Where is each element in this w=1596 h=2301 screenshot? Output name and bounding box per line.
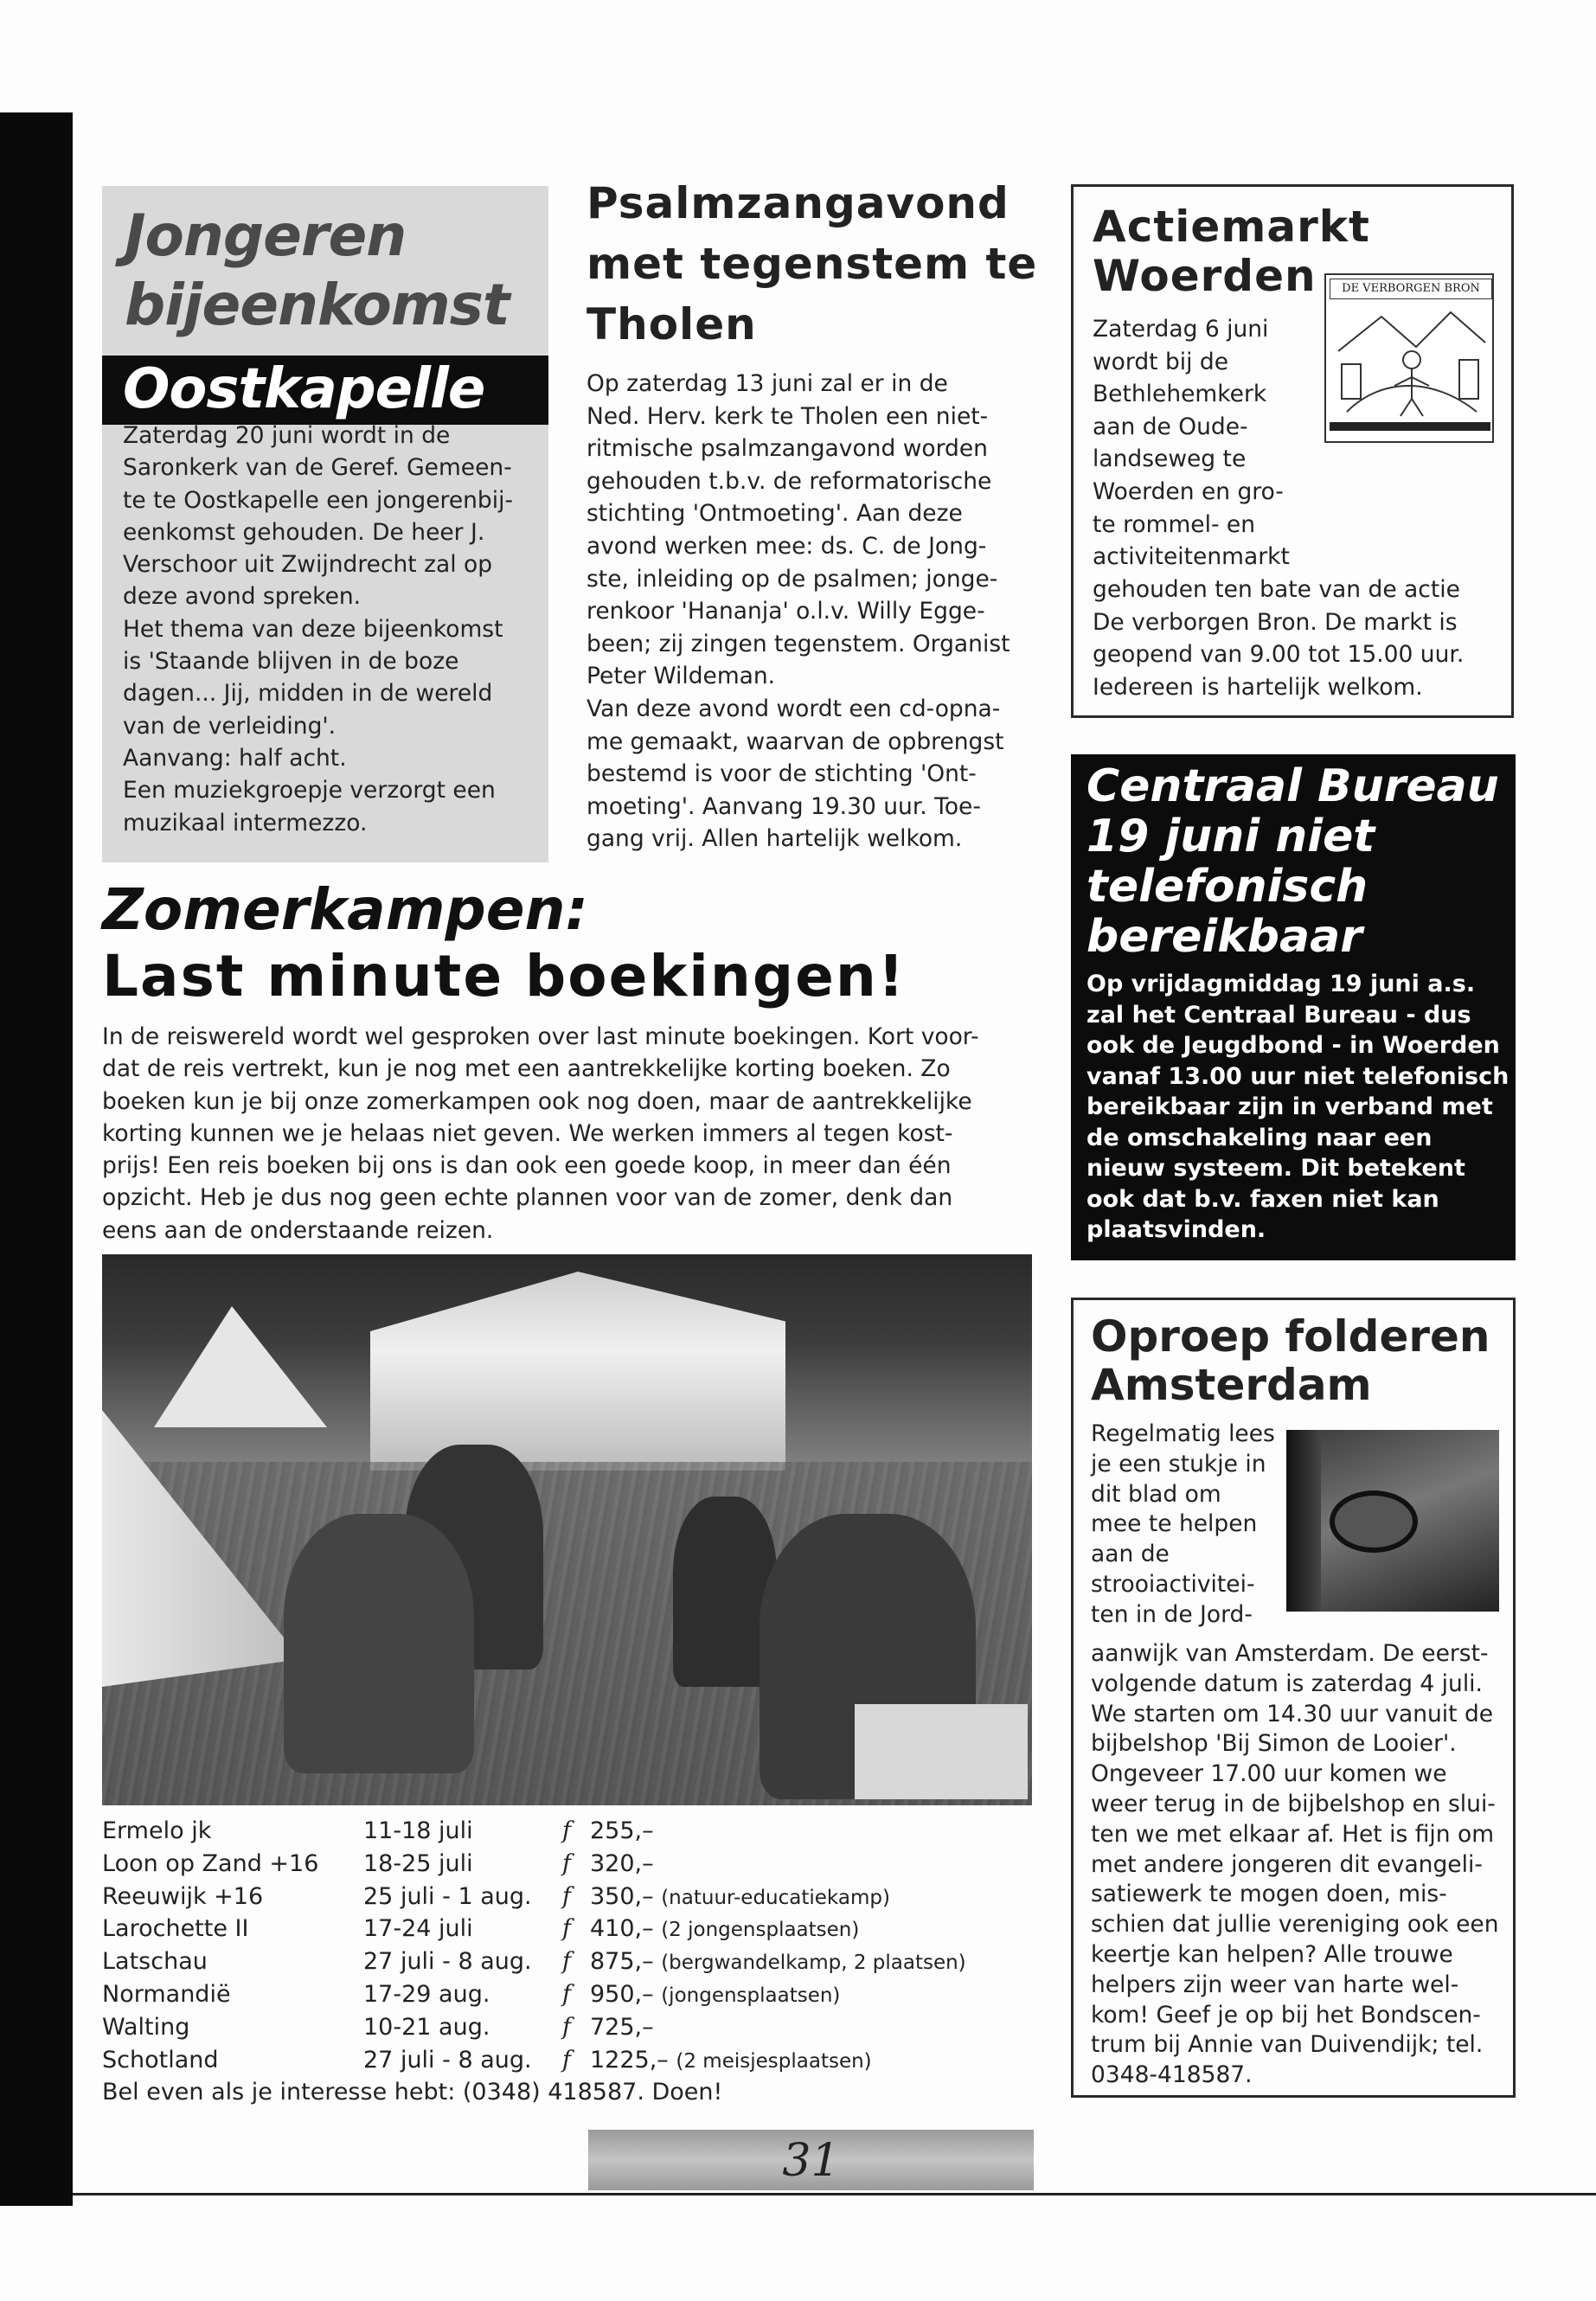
psalm-body-line: Van deze avond wordt een cd-opna-: [586, 695, 1001, 722]
jongeren-body-line: eenkomst gehouden. De heer J.: [123, 518, 485, 546]
zomerkampen-title: Zomerkampen:: [102, 876, 588, 943]
camp-currency: f: [562, 1980, 571, 2008]
oproep-body-line: dit blad om: [1091, 1480, 1221, 1508]
jongeren-body-line: te te Oostkapelle een jongerenbij-: [123, 486, 514, 514]
psalm-body-line: Op zaterdag 13 juni zal er in de: [586, 370, 948, 397]
oproep-body-line: aan de: [1091, 1541, 1170, 1568]
psalm-title-line: met tegenstem te: [586, 239, 1038, 289]
actiemarkt-body-line: wordt bij de: [1093, 348, 1229, 375]
centraal-title: [1086, 761, 1510, 962]
oproep-body-line: Regelmatig lees: [1091, 1420, 1275, 1447]
camp-place: Loon op Zand +16: [102, 1849, 319, 1877]
camp-currency: f: [562, 1915, 571, 1943]
oproep-body-line: schien dat jullie vereniging ook een: [1091, 1911, 1499, 1939]
camp-dates: 27 juli - 8 aug.: [363, 2046, 532, 2073]
article-jongeren-bijeenkomst: [102, 186, 548, 862]
psalm-body-line: bestemd is voor de stichting 'Ont-: [586, 760, 977, 788]
tent: [370, 1272, 785, 1471]
psalm-body-line: me gemaakt, waarvan de opbrengst: [586, 727, 1004, 755]
actiemarkt-body-wide: [1093, 574, 1508, 703]
logo-illustration: [1330, 299, 1490, 420]
camp-currency: f: [562, 1849, 571, 1877]
zomerkampen-intro-line: dat de reis vertrekt, kun je nog met een aantrekkelijke korting boeken. Zo: [102, 1055, 951, 1083]
oproep-body-line: 0348-418587.: [1091, 2061, 1253, 2089]
camp-note: (jongensplaatsen): [661, 1984, 841, 2007]
person: [284, 1514, 474, 1773]
camp-note: (bergwandelkamp, 2 plaatsen): [661, 1952, 966, 1975]
psalm-title: [586, 173, 1071, 355]
centraal-body-line: plaatsvinden.: [1086, 1216, 1266, 1243]
centraal-body-line: ook de Jeugdbond - in Woerden: [1086, 1032, 1500, 1059]
zomerkampen-intro: [102, 1021, 1036, 1247]
centraal-body-line: Op vrijdagmiddag 19 juni a.s.: [1086, 971, 1476, 997]
jongeren-body-line: muzikaal intermezzo.: [123, 809, 368, 836]
page-bottom-rule: [73, 2193, 1596, 2195]
camp-note: (2 jongensplaatsen): [661, 1919, 860, 1942]
camp-photo: [102, 1254, 1032, 1805]
camp-chair: [855, 1704, 1028, 1799]
oproep-body-line: Ongeveer 17.00 uur komen we: [1091, 1760, 1447, 1788]
oproep-body-line: met andere jongeren dit evangeli-: [1091, 1850, 1483, 1878]
camp-note: (2 meisjesplaatsen): [676, 2049, 872, 2073]
camp-place: Walting: [102, 2013, 190, 2041]
zomerkampen-intro-line: In de reiswereld wordt wel gesproken over last minute boekingen. Kort voor-: [102, 1023, 979, 1050]
camp-price: 410,– (2 jongensplaatsen): [590, 1915, 860, 1943]
actiemarkt-body-line: gehouden ten bate van de actie: [1093, 576, 1460, 603]
centraal-body-line: vanaf 13.00 uur niet telefonisch: [1086, 1062, 1509, 1090]
logo-text: DE VERBORGEN BRON: [1330, 279, 1492, 299]
zomerkampen-intro-line: prijs! Een reis boeken bij ons is dan ook een goede koop, in meer dan één: [102, 1152, 952, 1180]
bijbelshop-photo: [1286, 1430, 1499, 1612]
camp-price: 350,– (natuur-educatiekamp): [590, 1882, 890, 1910]
actiemarkt-body-line: activiteitenmarkt: [1093, 543, 1290, 571]
camp-dates: 25 juli - 1 aug.: [363, 1882, 532, 1910]
camp-dates: 17-29 aug.: [363, 1980, 490, 2008]
psalm-body-line: gehouden t.b.v. de reformatorische: [586, 467, 992, 495]
jongeren-title-line1: Jongeren: [125, 202, 407, 269]
oproep-body-line: bijbelshop 'Bij Simon de Looier'.: [1091, 1730, 1457, 1758]
oproep-body-line: trum bij Annie van Duivendijk; tel.: [1091, 2031, 1484, 2059]
jongeren-body-line: is 'Staande blijven in de boze: [123, 648, 459, 676]
oproep-body-line: je een stukje in: [1091, 1450, 1266, 1477]
actiemarkt-body-line: De verborgen Bron. De markt is: [1093, 608, 1458, 636]
zomerkampen-intro-line: korting kunnen we je helaas niet geven. We werken immers al tegen kost-: [102, 1119, 953, 1147]
psalm-title-line: Psalmzangavond: [586, 178, 1010, 228]
camp-note: (natuur-educatiekamp): [661, 1886, 890, 1909]
actiemarkt-body-line: geopend van 9.00 tot 15.00 uur.: [1093, 641, 1465, 669]
oproep-body-line: ten in de Jord-: [1091, 1600, 1253, 1628]
jongeren-title-line2: bijeenkomst: [125, 272, 510, 338]
centraal-body-line: nieuw systeem. Dit betekent: [1086, 1155, 1465, 1182]
psalm-body: [586, 368, 1035, 856]
camp-price: 875,– (bergwandelkamp, 2 plaatsen): [590, 1948, 966, 1976]
oproep-body-line: We starten om 14.30 uur vanuit de: [1091, 1700, 1494, 1727]
centraal-body-line: de omschakeling naar een: [1086, 1124, 1433, 1151]
camp-price: 255,–: [590, 1817, 654, 1844]
camp-price: 725,–: [590, 2013, 654, 2041]
page-number-box: [588, 2130, 1034, 2190]
camp-dates: 10-21 aug.: [363, 2013, 490, 2041]
oproep-body-line: strooiactivitei-: [1091, 1570, 1255, 1598]
jongeren-body: [123, 420, 535, 839]
zomerkampen-subtitle: Last minute boekingen!: [102, 943, 907, 1009]
jongeren-body-line: deze avond spreken.: [123, 583, 362, 611]
camp-place: Normandië: [102, 1980, 231, 2008]
psalm-body-line: moeting'. Aanvang 19.30 uur. Toe-: [586, 792, 981, 820]
camp-currency: f: [562, 1817, 571, 1844]
jongeren-body-line: Saronkerk van de Geref. Gemeen-: [123, 454, 512, 482]
zomerkampen-call-to-action: Bel even als je interesse hebt: (0348) 418587. Doen!: [102, 2079, 723, 2106]
oproep-body-line: mee te helpen: [1091, 1510, 1258, 1538]
jongeren-body-line: Een muziekgroepje verzorgt een: [123, 777, 496, 804]
oproep-body-narrow: [1091, 1420, 1281, 1631]
centraal-title-line: bereikbaar: [1086, 911, 1362, 963]
actiemarkt-body-line: te rommel- en: [1093, 510, 1256, 538]
verborgen-bron-logo: [1324, 273, 1494, 443]
oproep-body-line: helpers zijn weer van harte wel-: [1091, 1971, 1459, 1998]
oproep-title-line: Oproep folderen: [1091, 1311, 1490, 1362]
zomerkampen-intro-line: boeken kun je bij onze zomerkampen ook nog doen, maar de aantrekkelijke: [102, 1087, 972, 1115]
zomerkampen-intro-line: eens aan de onderstaande reizen.: [102, 1216, 494, 1244]
camp-dates: 11-18 juli: [363, 1817, 473, 1844]
psalm-body-line: renkoor 'Hananja' o.l.v. Willy Egge-: [586, 598, 985, 625]
camp-currency: f: [562, 1882, 571, 1910]
actiemarkt-body-narrow: [1093, 313, 1300, 574]
actiemarkt-title-line: Woerden: [1093, 251, 1317, 301]
psalm-body-line: ste, inleiding op de psalmen; jonge-: [586, 565, 998, 593]
camp-price: 1225,– (2 meisjesplaatsen): [590, 2046, 872, 2073]
camp-dates: 18-25 juli: [363, 1849, 473, 1877]
oproep-body-line: kom! Geef je op bij het Bondscen-: [1091, 2001, 1481, 2029]
page-number: 31: [782, 2135, 840, 2187]
centraal-body-line: bereikbaar zijn in verband met: [1086, 1093, 1493, 1120]
actiemarkt-body-line: Woerden en gro-: [1093, 478, 1284, 505]
tent: [154, 1306, 327, 1427]
camp-currency: f: [562, 1948, 571, 1976]
page-binding-edge: [0, 112, 73, 2206]
psalm-body-line: avond werken mee: ds. C. de Jong-: [586, 532, 987, 560]
oproep-title: [1091, 1312, 1490, 1409]
oproep-body-line: aanwijk van Amsterdam. De eerst-: [1091, 1640, 1489, 1667]
centraal-title-line: 19 juni niet: [1086, 811, 1375, 862]
oproep-body-wide: [1091, 1639, 1506, 2091]
camp-place: Larochette II: [102, 1915, 249, 1943]
jongeren-body-line: Zaterdag 20 juni wordt in de: [123, 422, 451, 449]
jongeren-title-bar: [102, 356, 548, 425]
article-actiemarkt: [1071, 184, 1514, 718]
centraal-title-line: telefonisch: [1086, 861, 1368, 913]
centraal-body-line: ook dat b.v. faxen niet kan: [1086, 1185, 1439, 1213]
jongeren-body-line: dagen... Jij, midden in de wereld: [123, 680, 493, 708]
actiemarkt-body-line: Zaterdag 6 juni: [1093, 316, 1269, 343]
camp-place: Schotland: [102, 2046, 219, 2073]
actiemarkt-body-line: Iedereen is hartelijk welkom.: [1093, 673, 1423, 701]
jongeren-title: [125, 202, 510, 340]
psalm-body-line: Ned. Herv. kerk te Tholen een niet-: [586, 402, 989, 430]
actiemarkt-body-line: aan de Oude-: [1093, 413, 1248, 440]
psalm-body-line: stichting 'Ontmoeting'. Aan deze: [586, 500, 963, 528]
zomerkampen-intro-line: opzicht. Heb je dus nog geen echte plannen voor van de zomer, denk dan: [102, 1184, 953, 1212]
psalm-body-line: gang vrij. Allen hartelijk welkom.: [586, 825, 963, 853]
camp-currency: f: [562, 2046, 571, 2073]
photo-shadow: [1286, 1430, 1321, 1612]
jongeren-title-bar-text: Oostkapelle: [123, 357, 485, 421]
actiemarkt-title-line: Actiemarkt: [1093, 202, 1370, 252]
logo-bottom-band: [1330, 422, 1490, 431]
oproep-body-line: keertje kan helpen? Alle trouwe: [1091, 1940, 1453, 1968]
camp-currency: f: [562, 2013, 571, 2041]
oproep-body-line: weer terug in de bijbelshop en slui-: [1091, 1790, 1496, 1817]
oproep-body-line: satiewerk te mogen doen, mis-: [1091, 1881, 1447, 1908]
article-centraal-bureau: [1071, 754, 1516, 1260]
camp-place: Reeuwijk +16: [102, 1882, 264, 1910]
psalm-body-line: Peter Wildeman.: [586, 663, 776, 690]
centraal-body-line: zal het Centraal Bureau - dus: [1086, 1001, 1471, 1029]
camp-place: Latschau: [102, 1948, 208, 1976]
jongeren-body-line: Verschoor uit Zwijndrecht zal op: [123, 551, 493, 579]
camp-place: Ermelo jk: [102, 1817, 212, 1844]
psalm-body-line: ritmische psalmzangavond worden: [586, 435, 988, 463]
camp-price: 320,–: [590, 1849, 654, 1877]
camp-price: 950,– (jongensplaatsen): [590, 1980, 841, 2008]
shop-sign: [1330, 1490, 1418, 1553]
centraal-body: [1086, 969, 1510, 1246]
jongeren-body-line: Aanvang: half acht.: [123, 744, 347, 772]
camp-dates: 17-24 juli: [363, 1915, 473, 1943]
oproep-body-line: volgende datum is zaterdag 4 juli.: [1091, 1670, 1483, 1697]
psalm-body-line: been; zij zingen tegenstem. Organist: [586, 630, 1010, 657]
actiemarkt-body-line: Bethlehemkerk: [1093, 381, 1267, 408]
camp-dates: 27 juli - 8 aug.: [363, 1948, 532, 1976]
jongeren-body-line: Het thema van deze bijeenkomst: [123, 615, 503, 643]
oproep-body-line: ten we met elkaar af. Het is fijn om: [1091, 1820, 1495, 1848]
oproep-title-line: Amsterdam: [1091, 1360, 1372, 1410]
article-oproep-folderen: [1071, 1298, 1516, 2098]
psalm-title-line: Tholen: [586, 299, 757, 349]
centraal-title-line: Centraal Bureau: [1086, 760, 1499, 812]
actiemarkt-body-line: landseweg te: [1093, 445, 1247, 473]
jongeren-body-line: van de verleiding'.: [123, 712, 337, 740]
